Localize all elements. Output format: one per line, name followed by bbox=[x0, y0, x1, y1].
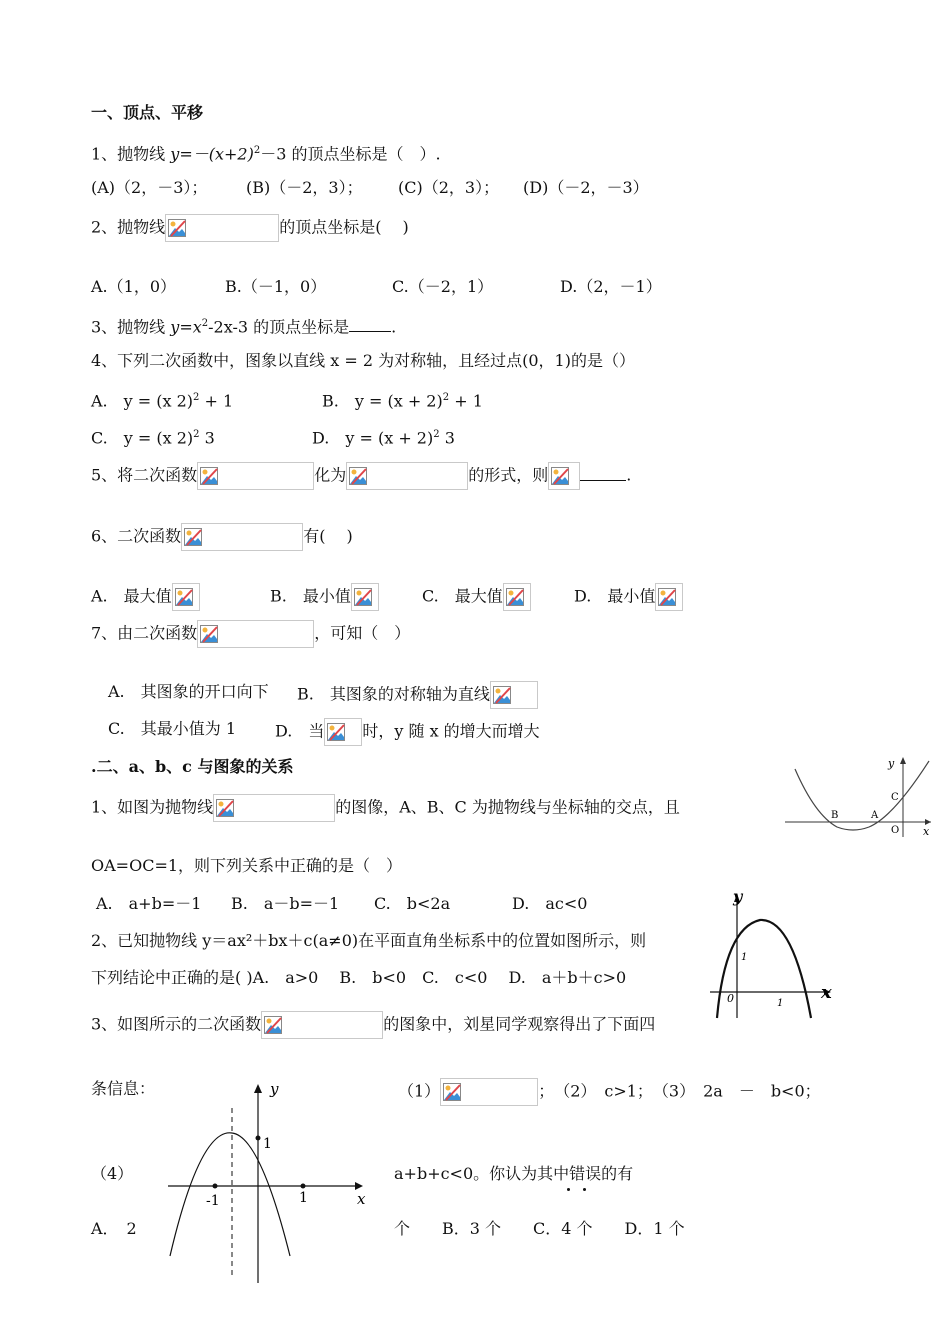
broken-image-icon bbox=[493, 686, 511, 704]
formula-image bbox=[351, 583, 379, 611]
broken-image-icon bbox=[184, 528, 202, 546]
formula-image bbox=[165, 214, 279, 242]
broken-image-icon bbox=[658, 588, 676, 606]
s2-q3-stem-line2: 条信息： bbox=[91, 1079, 156, 1098]
emphasis-dot bbox=[567, 1188, 570, 1191]
y-axis-arrow bbox=[254, 1084, 262, 1093]
broken-image-icon bbox=[443, 1083, 461, 1101]
y-tick-one: 1 bbox=[263, 1136, 272, 1152]
formula-image bbox=[324, 718, 362, 746]
s2-q3-info4-text: a+b+c<0。你认为其中错误的有 bbox=[394, 1164, 634, 1183]
q6-option-a: A. 最大值 bbox=[91, 583, 200, 611]
s2-q3-options-rest: 个 B．3 个 C．4 个 D．1 个 bbox=[394, 1219, 685, 1238]
y-label: y bbox=[733, 888, 743, 906]
formula-image bbox=[490, 681, 538, 709]
graph-downward-parabola bbox=[705, 888, 837, 1023]
q4-option-c: C. y = (x 2)$^2$ 3 bbox=[91, 428, 215, 448]
broken-image-icon bbox=[200, 625, 218, 643]
q3-stem: 3、抛物线 $y=x^2-2x-3$ 的顶点坐标是 . bbox=[91, 317, 397, 337]
broken-image-icon bbox=[168, 219, 186, 237]
broken-image-icon bbox=[551, 467, 569, 485]
answer-blank bbox=[580, 480, 626, 481]
q1-option-c: (C)（2，3）； bbox=[398, 178, 500, 197]
s2-q2-stem-line1: 2、已知抛物线 y＝ax²＋bx＋c(a≠0)在平面直角坐标系中的位置如图所示，则 bbox=[91, 931, 647, 950]
q4-option-d: D. $y = (x + 2)^2$ 3 bbox=[312, 428, 455, 448]
broken-image-icon bbox=[354, 588, 372, 606]
y-axis-arrow bbox=[900, 757, 906, 764]
point-a-label: A bbox=[871, 810, 879, 821]
parabola-curve bbox=[795, 761, 929, 830]
origin-label: 0 bbox=[727, 992, 734, 1005]
x-tick-one: 1 bbox=[299, 1190, 308, 1206]
emphasis-dot bbox=[583, 1188, 586, 1191]
answer-blank bbox=[349, 331, 391, 332]
broken-image-icon bbox=[506, 588, 524, 606]
q1-option-d: (D)（－2，－3） bbox=[523, 178, 649, 197]
broken-image-icon bbox=[349, 467, 367, 485]
formula-image bbox=[172, 583, 200, 611]
x-axis-arrow bbox=[355, 1182, 363, 1190]
x-tick-neg-one: -1 bbox=[206, 1193, 220, 1209]
parabola-curve bbox=[170, 1133, 290, 1256]
y-label: y bbox=[270, 1080, 279, 1098]
s2-q3-info4-label: （4） bbox=[91, 1164, 134, 1183]
graph-downward-parabola-with-axis bbox=[160, 1078, 375, 1288]
broken-image-icon bbox=[264, 1016, 282, 1034]
formula-image bbox=[548, 462, 580, 490]
x-label: x bbox=[357, 1190, 366, 1208]
q6-option-c: C. 最大值 bbox=[422, 583, 531, 611]
broken-image-icon bbox=[216, 799, 234, 817]
q7-stem: 7、由二次函数 ，可知（ ） bbox=[91, 620, 410, 648]
s2-q3-info-line: （1） ； （2） c>1； （3） 2a － b<0； bbox=[398, 1078, 821, 1106]
s2-q1-option-c: C. b<2a bbox=[374, 894, 451, 913]
q2-option-c: C.（－2，1） bbox=[392, 277, 494, 296]
y-label: y bbox=[888, 757, 895, 770]
formula-image bbox=[197, 620, 314, 648]
q4-option-b: B. $y = (x + 2)^2 + 1$ bbox=[322, 391, 483, 411]
origin-label: O bbox=[891, 825, 900, 836]
section-title-abc: .二、a、b、c 与图象的关系 bbox=[91, 757, 294, 776]
point-c-label: C bbox=[891, 792, 899, 803]
s2-q1-stem-line2: OA=OC=1，则下列关系中正确的是（ ） bbox=[91, 856, 403, 875]
q1-stem: 1、抛物线 $y=-(x+2)^2-3$ 的顶点坐标是（ ）. bbox=[91, 144, 441, 164]
formula-image bbox=[503, 583, 531, 611]
broken-image-icon bbox=[175, 588, 193, 606]
q1-option-b: (B)（－2，3）； bbox=[246, 178, 363, 197]
tick-point bbox=[301, 1184, 306, 1189]
q2-stem: 2、抛物线 的顶点坐标是( ) bbox=[91, 214, 409, 242]
x-label: x bbox=[923, 825, 930, 838]
s2-q3-stem: 3、如图所示的二次函数 的图象中，刘星同学观察得出了下面四 bbox=[91, 1011, 655, 1039]
formula-image bbox=[346, 462, 468, 490]
q7-option-d: D. 当 时，y 随 x 的增大而增大 bbox=[275, 718, 540, 746]
q6-option-b: B. 最小值 bbox=[270, 583, 379, 611]
q6-option-d: D. 最小值 bbox=[574, 583, 683, 611]
s2-q1-stem: 1、如图为抛物线 的图像，A、B、C 为抛物线与坐标轴的交点，且 bbox=[91, 794, 680, 822]
formula-image bbox=[181, 523, 303, 551]
q7-option-c: C. 其最小值为 1 bbox=[108, 719, 237, 738]
q2-option-a: A.（1，0） bbox=[91, 277, 177, 296]
broken-image-icon bbox=[327, 723, 345, 741]
s2-q1-option-b: B. a－b=－1 bbox=[231, 894, 340, 913]
q4-stem: 4、下列二次函数中，图象以直线 x = 2 为对称轴，且经过点(0，1)的是（） bbox=[91, 351, 635, 370]
q2-option-b: B.（－1，0） bbox=[225, 277, 327, 296]
q4-option-a: A. y = (x 2)$^2$ + 1 bbox=[91, 391, 234, 411]
formula-image bbox=[261, 1011, 383, 1039]
formula-image bbox=[197, 462, 314, 490]
x-label: x bbox=[821, 982, 832, 1003]
root-point bbox=[213, 1184, 218, 1189]
formula-image bbox=[440, 1078, 538, 1106]
graph-upward-parabola bbox=[783, 755, 933, 840]
s2-q3-option-a: A． 2 bbox=[91, 1219, 137, 1238]
s2-q1-option-a: A. a+b=－1 bbox=[96, 894, 202, 913]
q7-option-a: A. 其图象的开口向下 bbox=[108, 682, 269, 701]
x-tick-one: 1 bbox=[777, 998, 784, 1009]
q2-option-d: D.（2，－1） bbox=[560, 277, 662, 296]
q5-stem: 5、将二次函数 化为 的形式，则 . bbox=[91, 462, 631, 490]
y-intercept-point bbox=[256, 1136, 261, 1141]
s2-q1-option-d: D. ac<0 bbox=[512, 894, 588, 913]
q7-option-b: B. 其图象的对称轴为直线 bbox=[297, 681, 538, 709]
s2-q2-stem-line2: 下列结论中正确的是( )A. a>0 B. b<0 C. c<0 D. a＋b＋c>0 bbox=[91, 968, 627, 987]
formula-image bbox=[213, 794, 335, 822]
broken-image-icon bbox=[200, 467, 218, 485]
section-title-vertex: 一、顶点、平移 bbox=[91, 103, 204, 122]
q6-stem: 6、二次函数 有( ) bbox=[91, 523, 353, 551]
point-b-label: B bbox=[831, 810, 839, 821]
formula-image bbox=[655, 583, 683, 611]
q1-option-a: (A)（2，－3）； bbox=[91, 178, 208, 197]
y-tick-one: 1 bbox=[741, 952, 748, 963]
